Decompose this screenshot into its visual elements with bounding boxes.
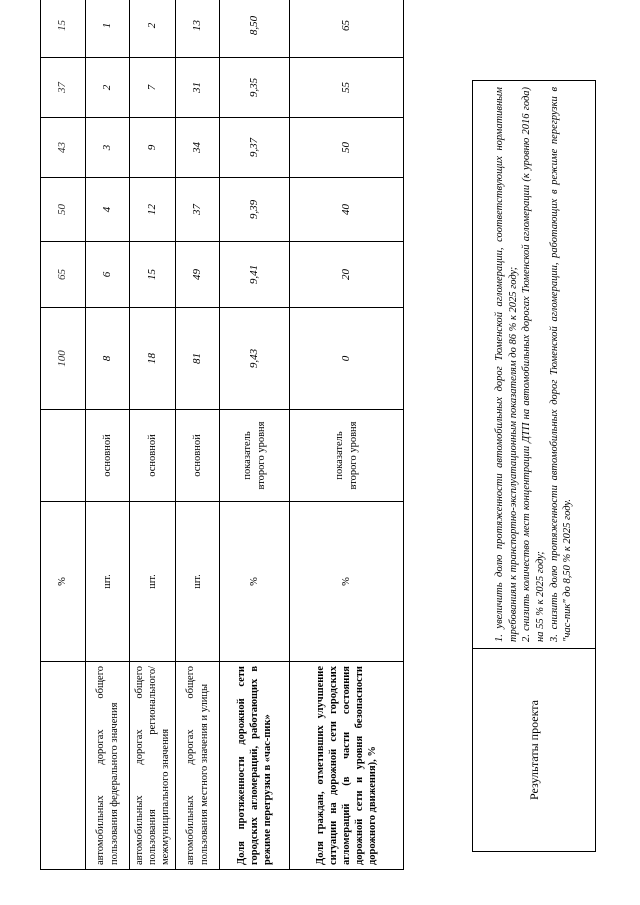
row-value-cell: 9,39 — [220, 178, 290, 242]
row-value-cell: 34 — [176, 118, 220, 178]
row-value-cell: 18 — [130, 308, 176, 410]
header-name-cell — [41, 662, 86, 870]
header-unit-cell: % — [41, 502, 86, 662]
row-unit-cell: % — [290, 502, 404, 662]
header-value-cell: 43 — [41, 118, 86, 178]
row-value-cell: 49 — [176, 242, 220, 308]
row-type-cell: основной — [86, 410, 130, 502]
table-row — [130, 0, 176, 870]
row-value-cell: 1 — [86, 0, 130, 58]
row-value-cell: 9,41 — [220, 242, 290, 308]
table-row — [86, 0, 130, 870]
table-row — [176, 0, 220, 870]
row-value-cell: 9 — [130, 118, 176, 178]
row-value-cell: 8 — [86, 308, 130, 410]
results-table — [472, 80, 596, 852]
row-value-cell: 9,35 — [220, 58, 290, 118]
table-row — [220, 0, 290, 870]
row-name-cell: автомобильных дорогах общего пользования федерального значения — [86, 662, 130, 870]
header-value-cell: 65 — [41, 242, 86, 308]
row-value-cell: 20 — [290, 242, 404, 308]
table-row — [290, 0, 404, 870]
header-value-cell: 15 — [41, 0, 86, 58]
results-label: Результаты проекта — [473, 649, 596, 852]
row-value-cell: 15 — [130, 242, 176, 308]
row-value-cell: 4 — [86, 178, 130, 242]
header-value-cell: 37 — [41, 58, 86, 118]
row-value-cell: 31 — [176, 58, 220, 118]
header-type-cell — [41, 410, 86, 502]
result-item: 1. увеличить долю протяженности автомобильных дорог Тюменской агломерации, соответствующих нормативным требованиям к транспортно-эксплуатационным показателям до 86 % к 2025 году; — [494, 87, 519, 642]
row-type-cell: показатель второго уровня — [290, 410, 404, 502]
row-value-cell: 2 — [130, 0, 176, 58]
row-value-cell: 12 — [130, 178, 176, 242]
row-value-cell: 81 — [176, 308, 220, 410]
row-name-cell: автомобильных дорогах общего пользования местного значения и улицы — [176, 662, 220, 870]
row-name-cell: Доля граждан, отметивших улучшение ситуации на дорожной сети городских агломераций (в части состояния дорожной сети и уровня безопасности дорожного движения), % — [290, 662, 404, 870]
row-value-cell: 6 — [86, 242, 130, 308]
row-name-cell: автомобильных дорогах общего пользования регионального/ межмуниципального значения — [130, 662, 176, 870]
row-value-cell: 9,37 — [220, 118, 290, 178]
row-unit-cell: шт. — [86, 502, 130, 662]
indicators-table-rotated — [40, 15, 398, 870]
row-value-cell: 0 — [290, 308, 404, 410]
row-type-cell: основной — [130, 410, 176, 502]
row-name-cell: Доля протяженности дорожной сети городских агломераций, работающих в режиме перегрузки в «час-пик» — [220, 662, 290, 870]
row-type-cell: показатель второго уровня — [220, 410, 290, 502]
row-value-cell: 50 — [290, 118, 404, 178]
row-value-cell: 2 — [86, 58, 130, 118]
row-unit-cell: шт. — [130, 502, 176, 662]
row-unit-cell: шт. — [176, 502, 220, 662]
row-value-cell: 65 — [290, 0, 404, 58]
row-value-cell: 3 — [86, 118, 130, 178]
row-unit-cell: % — [220, 502, 290, 662]
row-value-cell: 8,50 — [220, 0, 290, 58]
table-header-row — [41, 0, 86, 870]
row-value-cell: 55 — [290, 58, 404, 118]
results-table-rotated — [472, 80, 596, 852]
results-text — [473, 81, 596, 649]
row-value-cell: 40 — [290, 178, 404, 242]
header-value-cell: 50 — [41, 178, 86, 242]
row-value-cell: 13 — [176, 0, 220, 58]
indicators-table — [40, 0, 404, 870]
row-value-cell: 37 — [176, 178, 220, 242]
row-value-cell: 9,43 — [220, 308, 290, 410]
header-value-cell: 100 — [41, 308, 86, 410]
row-value-cell: 7 — [130, 58, 176, 118]
result-item: 2. снизить количество мест концентрации ДТП на автомобильных дорогах Тюменской агломерации (к уровню 2016 года) на 55 % к 2025 году; — [521, 87, 546, 642]
row-type-cell: основной — [176, 410, 220, 502]
result-item: 3. снизить долю протяженности автомобильных дорог Тюменской агломерации, работающих в режиме перегрузки в "час-пик" до 8,50 % к 2025 году. — [548, 87, 574, 642]
results-row — [473, 81, 596, 852]
